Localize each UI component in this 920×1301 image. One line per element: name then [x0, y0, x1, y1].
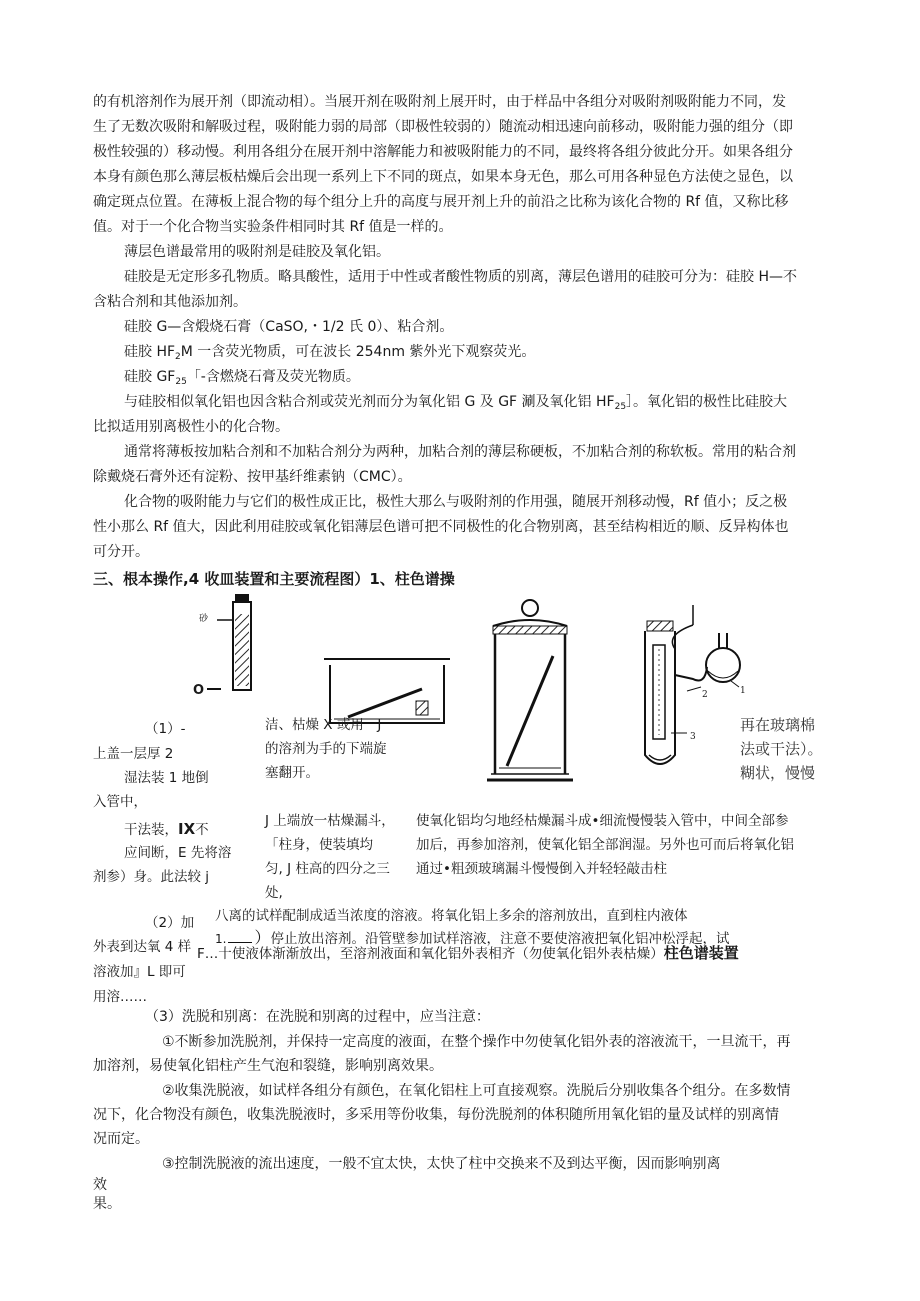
para7-sub: 25: [614, 402, 627, 412]
para4: 硅胶 G—含煅烧石膏（CaSO,・1/2 氏 0）、粘合剂。: [124, 319, 454, 335]
para10-a2: 加溶剂，易使氧化铝柱产生气泡和裂缝，影响别离效果。: [93, 1058, 443, 1074]
block2-right2: [215, 930, 729, 946]
block2-left1: （2）加: [145, 915, 195, 931]
stopper: [647, 621, 673, 631]
colright-line2: 加后，再参加溶剂，使氧化铝全部润湿。另外也可而后将氧化铝: [416, 837, 794, 853]
label-o: O: [193, 683, 205, 698]
jar-knob: [522, 600, 538, 616]
colmid-line6: 匀, J 柱高的四分之三: [265, 861, 390, 877]
label-2: 2: [702, 690, 708, 700]
para7-line1: [124, 395, 787, 411]
column-cap: [235, 594, 249, 602]
para5-pre: 硅胶 HF: [124, 344, 176, 360]
round-flask: [706, 648, 740, 682]
block2-right2-num: 1.: [215, 932, 227, 946]
para5: [124, 345, 535, 361]
section-heading: 三、根本操作,4 收皿装置和主要流程图）1、柱色谱操: [93, 570, 455, 588]
extraction-apparatus-diagram: [635, 605, 755, 775]
para9-line3: 可分开。: [93, 544, 149, 560]
block2-right3: [197, 946, 739, 961]
block2-right3-text: F…十使液体渐渐放出，至溶剂液面和氧化铝外表相齐（勿使氧化铝外表枯燥）: [197, 946, 664, 962]
label-sand: 砂: [199, 614, 209, 624]
para1-line6: 值。对于一个化合物当实验条件相同时其 Rf 值是一样的。: [93, 219, 453, 235]
para10-c1: ③控制洗脱液的流出速度，一般不宜太快，太快了柱中交换来不及到达平衡，因而影响别离: [162, 1156, 721, 1172]
jar-lid: [493, 626, 567, 634]
para6-sub: 25: [175, 377, 187, 387]
blank-underline: [228, 930, 252, 943]
para1-line3: 极性较强的）移动慢。利用各组分在展开剂中溶解能力和被吸附能力的不同，最终将各组分彼此分开。如果各组分: [93, 144, 793, 160]
para6-pre: 硅胶 GF: [124, 369, 176, 385]
colleft-line5b: IX: [178, 820, 196, 838]
para1-line5: 确定斑点位置。在薄板上混合物的每个组分上升的高度与展开剂上升的前沿之比称为该化合物的 Rf 值，又称比移: [93, 194, 789, 210]
para7-line2: 比拟适用别离极性小的化合物。: [93, 419, 289, 435]
plate-support: [416, 701, 428, 715]
colleft-line6: 应间断，E 先将溶: [124, 845, 232, 861]
colleft-line7: 剂参）身。此法较 j: [93, 869, 210, 885]
para10-c3: 果。: [93, 1196, 121, 1212]
label-3: 3: [690, 732, 696, 742]
para10-b2: 况下，化合物没有颜色，收集洗脱液时，多采用等份收集，每份洗脱剂的体积随所用氧化铝的量及试样的别离情: [93, 1107, 779, 1123]
block2-left3: 溶液加』L 即可: [93, 964, 186, 980]
para1-line4: 本身有颜色那么薄层板枯燥后会出现一系列上下不同的斑点，如果本身无色，那么可用各种显色方法使之显色，以: [93, 169, 793, 185]
para7-post: ］。氧化铝的极性比硅胶大: [626, 394, 788, 410]
para1-line2: 生了无数次吸附和解吸过程，吸附能力弱的局部（即极性较弱的）随流动相迅速向前移动，吸附能力强的组分（即: [93, 119, 793, 135]
para6: [124, 370, 360, 386]
jar-diagram: [483, 598, 578, 788]
side-arm: [675, 667, 707, 681]
tlc-plate: [348, 689, 422, 717]
colright-line1: 使氧化铝均匀地经枯燥漏斗成•细流慢慢装入管中，中间全部参: [416, 813, 789, 829]
para10-heading: （3）洗脱和别离：在洗脱和别离的过程中，应当注意：: [145, 1009, 490, 1025]
close-paren: ）: [254, 928, 271, 947]
colleft-line5a: 干法装，: [124, 822, 178, 838]
photo-text-1: 再在玻璃棉: [740, 716, 816, 734]
colleft-line1: （1）-: [145, 721, 186, 737]
para2: 薄层色谱最常用的吸附剂是硅胶及氧化铝。: [124, 244, 390, 260]
colmid-line2: 的溶剂为手的下端旋: [265, 741, 387, 757]
para6-post: 「-含燃烧石膏及荧光物质。: [186, 369, 360, 385]
para1-line1: 的有机溶剂作为展开剂（即流动相）。当展开剂在吸附剂上展开时，由于样品中各组分对吸附剂吸附能力不同，发: [93, 94, 786, 110]
para3-line2: 含粘合剂和其他添加剂。: [93, 294, 247, 310]
para5-sub: 2: [175, 352, 181, 362]
para9-line1: 化合物的吸附能力与它们的极性成正比，极性大那么与吸附剂的作用强，随展开剂移动慢，Rf 值小；反之极: [124, 494, 788, 510]
para10-b3: 况而定。: [93, 1131, 149, 1147]
block2-right3-bold: 柱色谱装置: [663, 944, 739, 962]
colleft-line3: 湿法装 1 地倒: [124, 770, 209, 786]
para10-a1: ①不断参加洗脱剂，并保持一定高度的液面，在整个操作中勿使氧化铝外表的溶液流干，一旦流干，再: [162, 1034, 791, 1050]
colmid-line1: 洁、枯燥 X 或用一J: [265, 717, 382, 733]
colmid-line3: 塞翻开。: [265, 765, 319, 781]
para10-c2: 效: [93, 1177, 107, 1193]
jar-plate: [507, 656, 553, 766]
para9-line2: 性小那么 Rf 值大，因此利用硅胶或氧化铝薄层色谱可把不同极性的化合物别离，甚至结构相近的顺、反异构体也: [93, 519, 789, 535]
block2-left4: 用溶……: [93, 989, 147, 1005]
colleft-line2: 上盖一层厚 2: [93, 746, 174, 762]
para3-line1: 硅胶是无定形多孔物质。略具酸性，适用于中性或者酸性物质的别离，薄层色谱用的硅胶可分为：硅胶 H—不: [124, 269, 797, 285]
block2-left2: 外表到达氧 4 样: [93, 939, 192, 955]
para7-pre: 与硅胶相似氧化铝也因含粘合剂或荧光剂而分为氧化铝 G 及 GF 涮及氧化铝 HF: [124, 394, 615, 410]
colleft-line4: 入管中，: [93, 794, 147, 810]
para8-line1: 通常将薄板按加粘合剂和不加粘合剂分为两种，加粘合剂的薄层称硬板，不加粘合剂的称软板。常用的粘合剂: [124, 444, 796, 460]
colmid-line4: J 上端放一枯燥漏斗，: [265, 813, 395, 829]
colleft-line5: [124, 822, 209, 837]
photo-text-2: 法或干法）。: [740, 740, 823, 758]
para10-b1: ②收集洗脱液，如试样各组分有颜色，在氧化铝柱上可直接观察。洗脱后分别收集各个组分。在多数情: [162, 1083, 791, 1099]
small-dash: [205, 684, 225, 694]
jar-walls: [495, 634, 565, 774]
block2-right2-text: 停止放出溶剂。沿管壁参加试样溶液，注意不要使溶液把氧化铝冲松浮起，试: [270, 931, 730, 947]
label-1: 1: [740, 686, 746, 696]
colleft-line5c: 不: [195, 822, 209, 838]
column-packing: [235, 614, 249, 686]
colmid-line5: 「柱身，使装填均: [265, 837, 373, 853]
colright-line3: 通过•粗颈玻璃漏斗慢慢倒入并轻轻敲击柱: [416, 861, 667, 877]
para8-line2: 除戴烧石膏外还有淀粉、按甲基纤维素钠（CMC）。: [93, 469, 412, 485]
para5-post: M 一含荧光物质，可在波长 254nm 紫外光下观察荧光。: [180, 344, 536, 360]
photo-text-3: 糊状，慢慢: [740, 764, 816, 782]
block2-right1: 八离的试样配制成适当浓度的溶液。将氧化铝上多余的溶剂放出，直到柱内液体: [215, 908, 688, 924]
colmid-line7: 处,: [265, 885, 283, 901]
